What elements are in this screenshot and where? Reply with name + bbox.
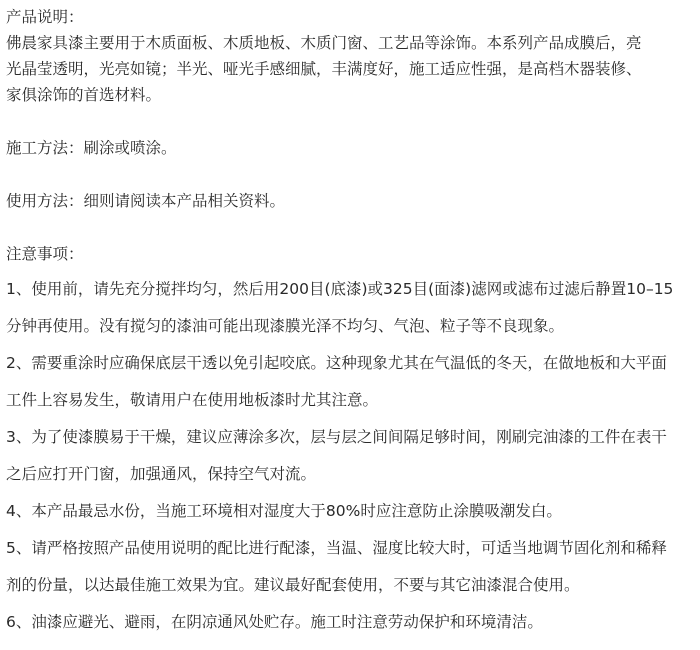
intro-line: 佛晨家具漆主要用于木质面板、木质地板、木质门窗、工艺品等涂饰。本系列产品成膜后，亮 (6, 34, 642, 52)
note-line: 分钟再使用。没有搅匀的漆油可能出现漆膜光泽不均匀、气泡、粒子等不良现象。 (6, 317, 565, 335)
intro-heading: 产品说明： (6, 8, 84, 26)
notes-heading: 注意事项： (6, 245, 84, 263)
intro-line: 家俱涂饰的首选材料。 (6, 86, 162, 104)
usage-method: 使用方法：细则请阅读本产品相关资料。 (6, 192, 286, 210)
construction-method: 施工方法：刷涂或喷涂。 (6, 139, 177, 157)
note-line: 5、请严格按照产品使用说明的配比进行配漆，当温、湿度比较大时，可适当地调节固化剂和稀释 (6, 539, 667, 557)
note-line: 工件上容易发生，敬请用户在使用地板漆时尤其注意。 (6, 391, 379, 409)
intro-line: 光晶莹透明，光亮如镜；半光、哑光手感细腻，丰满度好，施工适应性强，是高档木器装修、 (6, 60, 642, 78)
note-line: 剂的份量，以达最佳施工效果为宜。建议最好配套使用，不要与其它油漆混合使用。 (6, 576, 580, 594)
note-line: 之后应打开门窗，加强通风，保持空气对流。 (6, 465, 317, 483)
note-line: 4、本产品最忌水份，当施工环境相对湿度大于80%时应注意防止涂膜吸潮发白。 (6, 502, 562, 520)
note-line: 2、需要重涂时应确保底层干透以免引起咬底。这种现象尤其在气温低的冬天，在做地板和大平面 (6, 354, 667, 372)
note-line: 6、油漆应避光、避雨，在阴凉通风处贮存。施工时注意劳动保护和环境清洁。 (6, 613, 543, 631)
note-line: 1、使用前，请先充分搅拌均匀，然后用200目(底漆)或325目(面漆)滤网或滤布过滤后静置10–15 (6, 280, 674, 298)
note-line: 3、为了使漆膜易于干燥，建议应薄涂多次，层与层之间间隔足够时间，刚刷完油漆的工件在表干 (6, 428, 667, 446)
